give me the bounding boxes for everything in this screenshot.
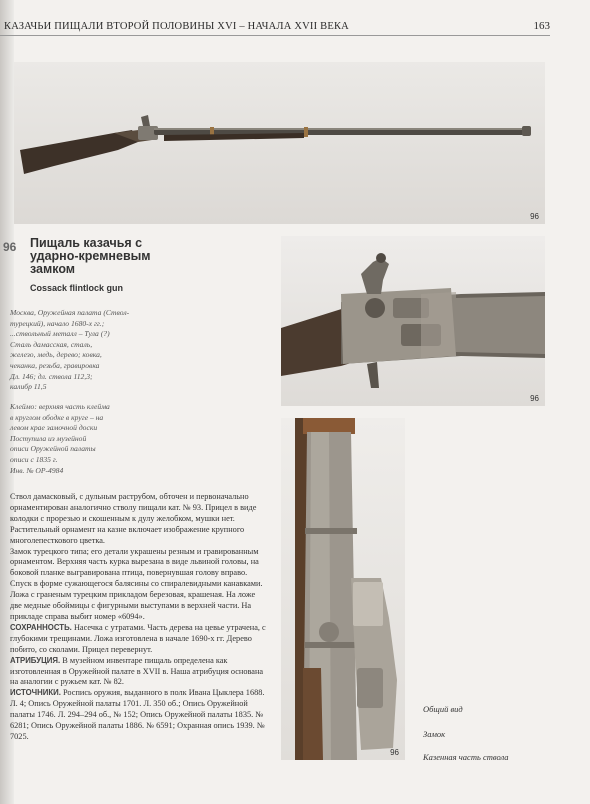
meta-line: в круглом ободке в круге – на [10, 412, 104, 422]
attribution-section [10, 656, 267, 689]
body-paragraph: Ложа с граненым турецким прикладом березовая, крашеная. На ложе две медные обоймицы с фигурными выступами в верхней части. На прикладе справа выбит номер «6094». [10, 590, 256, 621]
photo-general-view [14, 62, 545, 224]
figure-number: 96 [390, 748, 399, 757]
meta-line: Сталь дамасская, сталь, [10, 339, 93, 349]
meta-line: чеканка, резьба, гравировка [10, 360, 100, 370]
sources-label: ИСТОЧНИКИ. [10, 688, 61, 698]
meta-line: описи Оружейной палаты [10, 444, 96, 454]
sources-section [10, 688, 267, 743]
item-marks-note [10, 402, 132, 476]
figure-number: 96 [530, 394, 539, 403]
meta-line: Дл. 146; дл. ствола 112,3; [10, 371, 93, 381]
item-metadata [10, 308, 132, 393]
body-paragraph: Замок турецкого типа; его детали украшены резным и гравированным орнаментом. Верхняя часть курка вырезана в виде львиной головы, на боковой планке выгравирована птица, повернувшая голову вправо. Спуск в форме сужающегося балясины со спиралевидными канавками. [10, 546, 263, 589]
caption-breech: Казенная часть ствола [423, 752, 509, 762]
attribution-text: В музейном инвентаре пищаль определена как изготовленная в Оружейной палате в XVII в. Наша атрибуция основана на аналогии с ружьем кат. № 82. [10, 655, 264, 687]
header-rule [0, 35, 550, 36]
condition-section [10, 623, 267, 656]
article-body [10, 492, 267, 743]
running-title: КАЗАЧЬИ ПИЩАЛИ ВТОРОЙ ПОЛОВИНЫ XVI – НАЧАЛА XVII ВЕКА [4, 21, 349, 32]
meta-line: Инв. № ОР-4984 [10, 465, 64, 475]
meta-line: левом крае замочной доски [10, 423, 98, 433]
gun-lock-illustration [281, 236, 545, 406]
photo-lock [281, 236, 545, 406]
meta-line: Поступила из музейной [10, 433, 87, 443]
caption-lock: Замок [423, 729, 446, 739]
photo-breech [281, 418, 405, 760]
gun-breech-illustration [281, 418, 405, 760]
meta-line: турецкий), начало 1680-х гг.; [10, 318, 105, 328]
item-title-english: Cossack flintlock gun [30, 283, 124, 293]
caption-general-view: Общий вид [423, 704, 463, 714]
condition-label: СОХРАННОСТЬ. [10, 622, 72, 632]
attribution-label: АТРИБУЦИЯ. [10, 655, 61, 665]
sources-text: Роспись оружия, выданного в полк Ивана Цыклера 1688. Л. 4; Опись Оружейной палаты 1701. Л. 350 об.; Опись Оружейной палаты 1746. Л. 294–294 об., № 152; Опись Оружейной палаты 1835. № 6281; Опись Оружейной палаты 1886. № 6591; Охранная опись 1939. № 7025. [10, 688, 265, 741]
page-number: 163 [533, 20, 550, 32]
gun-full-illustration [14, 62, 545, 224]
meta-line: калибр 11,5 [10, 382, 47, 392]
meta-line: железо, медь, дерево; ковка, [10, 350, 102, 360]
catalog-number: 96 [3, 240, 17, 254]
meta-line: ...ствольный металл – Тула (?) [10, 329, 110, 339]
meta-line: Клеймо: верхняя часть клейма [10, 402, 110, 411]
figure-number: 96 [530, 212, 539, 221]
meta-line: описи с 1835 г. [10, 454, 58, 464]
meta-line: Москва, Оружейная палата (Ствол- [10, 308, 130, 317]
item-title: Пищаль казачья с ударно-кремневым замком [30, 236, 151, 276]
condition-text: Насечка с утратами. Часть дерева на цевье утрачена, с глубокими трещинами. Ложа изготовлена в начале 1690-х гг. Дерево побито, со сколами. Прицел перевернут. [10, 622, 266, 654]
body-paragraph: Ствол дамасковый, с дульным раструбом, обточен и первоначально орнаментирован аналогично стволу пищали кат. № 93. Прицел в виде колодки с прорезью и скошенным к дулу желобком, мушки нет. Растительный орнамент на казне включает изображение крупного многолепесткового цветка. [10, 492, 257, 545]
